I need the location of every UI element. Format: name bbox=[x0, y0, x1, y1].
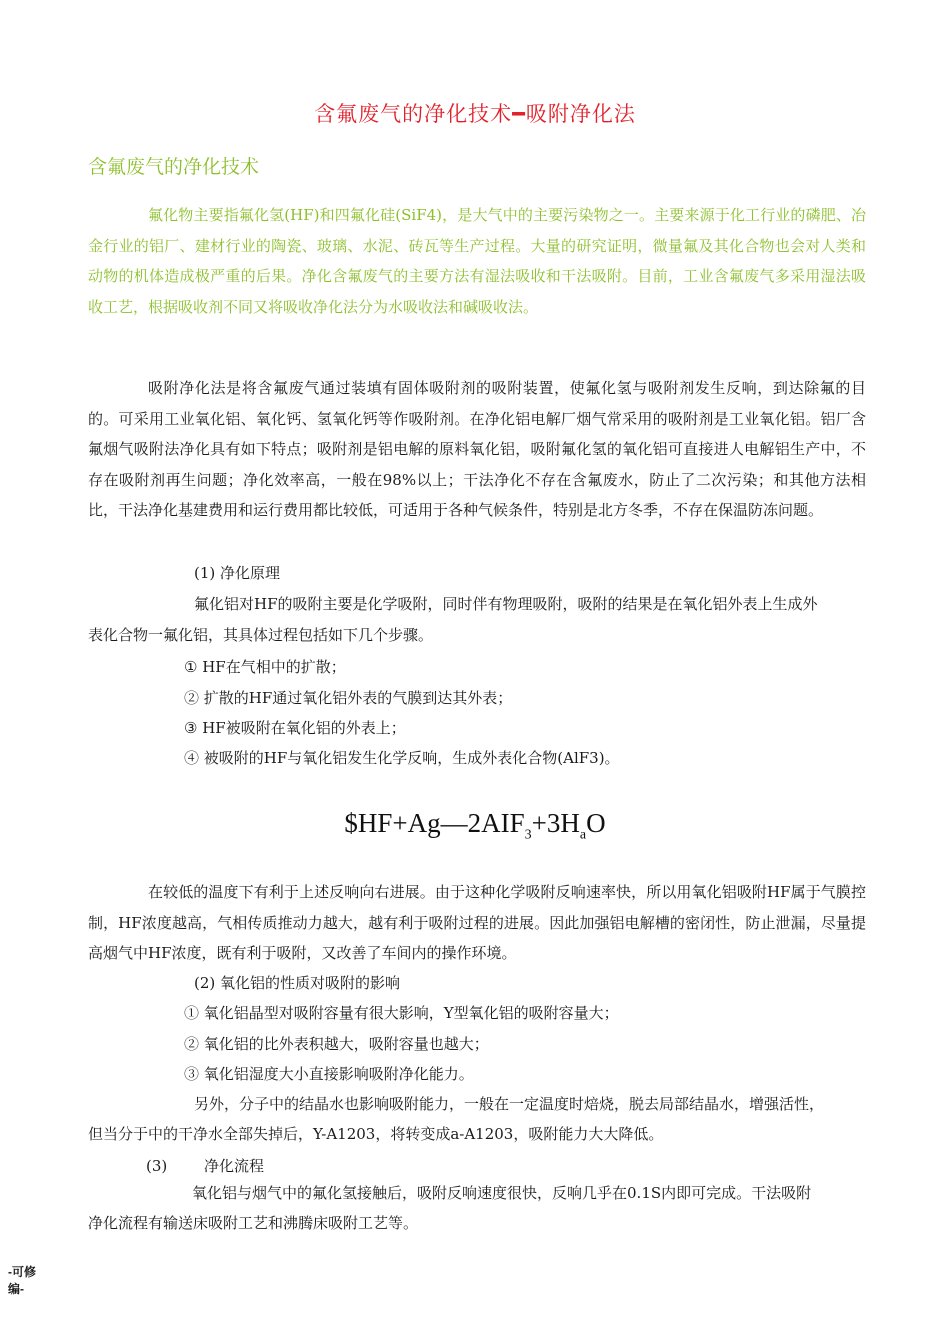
section1-paragraph-line2: 表化合物一氟化铝，其具体过程包括如下几个步骤。 bbox=[88, 626, 434, 644]
property-item: ③ 氧化铝湿度大小直接影响吸附净化能力。 bbox=[184, 1065, 474, 1083]
section3-title: 净化流程 bbox=[204, 1157, 265, 1175]
formula-subscript: 3 bbox=[524, 827, 532, 843]
section1-heading: (1) 净化原理 bbox=[194, 564, 281, 582]
property-item: ② 氧化铝的比外表积越大，吸附容量也越大； bbox=[184, 1035, 489, 1053]
section2-heading: (2) 氧化铝的性质对吸附的影响 bbox=[194, 974, 401, 992]
property-item: ① 氧化铝晶型对吸附容量有很大影响，Y型氧化铝的吸附容量大； bbox=[184, 1004, 619, 1022]
step-item: ① HF在气相中的扩散； bbox=[184, 658, 346, 676]
formula-part: +3H bbox=[531, 808, 580, 838]
crystal-paragraph-line1: 另外，分子中的结晶水也影响吸附能力，一般在一定温度时焙烧，脱去局部结晶水，增强活性， bbox=[194, 1095, 825, 1113]
step-item: ④ 被吸附的HF与氧化铝发生化学反响，生成外表化合物(AlF3)。 bbox=[184, 749, 620, 767]
flow-paragraph-line1: 氧化铝与烟气中的氟化氢接触后，吸附反响速度很快，反响几乎在0.1S内即可完成。干法吸附 bbox=[192, 1184, 812, 1202]
document-title: 含氟废气的净化技术━吸附净化法 bbox=[314, 102, 636, 126]
footer-note: -可修编- bbox=[8, 1265, 36, 1296]
step-item: ③ HF被吸附在氧化铝的外表上； bbox=[184, 719, 406, 737]
step-item: ② 扩散的HF通过氧化铝外表的气膜到达其外表； bbox=[184, 689, 513, 707]
formula-part: $HF+Ag—2AIF bbox=[344, 808, 525, 838]
flow-paragraph-line2: 净化流程有输送床吸附工艺和沸腾床吸附工艺等。 bbox=[88, 1214, 419, 1232]
crystal-paragraph-line2: 但当分于中的干净水全部失掉后，Y-A1203，将转变成a-A1203，吸附能力大大降低。 bbox=[88, 1125, 664, 1143]
intro-paragraph: 氟化物主要指氟化氢(HF)和四氟化硅(SiF4)，是大气中的主要污染物之一。主要来源于化工行业的磷肥、冶金行业的铝厂、建材行业的陶瓷、玻璃、水泥、砖瓦等生产过程。大量的研究证明，微量氟及其化合物也会对人类和动物的机体造成极严重的后果。净化含氟废气的主要方法有湿法吸收和干法吸附。目前，工业含氟废气多采用湿法吸收工艺，根据吸收剂不同又将吸收净化法分为水吸收法和碱吸收法。 bbox=[88, 206, 866, 316]
section-subtitle: 含氟废气的净化技术 bbox=[88, 156, 260, 178]
adsorption-paragraph: 吸附净化法是将含氟废气通过装填有固体吸附剂的吸附装置，使氟化氢与吸附剂发生反响，到达除氟的目的。可采用工业氧化铝、氧化钙、氢氧化钙等作吸附剂。在净化铝电解厂烟气常采用的吸附剂是工业氧化铝。铝厂含氟烟气吸附法净化具有如下特点；吸附剂是铝电解的原料氧化铝，吸附氟化氢的氧化铝可直接进人电解铝生产中，不存在吸附剂再生问题；净化效率高，一般在98%以上；干法净化不存在含氟废水，防止了二次污染；和其他方法相比，干法净化基建费用和运行费用都比较低，可适用于各种气候条件，特别是北方冬季，不存在保温防冻问题。 bbox=[88, 379, 866, 519]
section3-number: (3) bbox=[146, 1157, 168, 1175]
formula-subscript: a bbox=[579, 827, 587, 843]
reaction-formula bbox=[0, 808, 950, 843]
reaction-paragraph: 在较低的温度下有利于上述反响向右进展。由于这种化学吸附反响速率快，所以用氧化铝吸附HF属于气膜控制，HF浓度越高，气相传质推动力越大，越有利于吸附过程的进展。因此加强铝电解槽的密闭性，防止泄漏，尽量提高烟气中HF浓度，既有利于吸附，又改善了车间内的操作环境。 bbox=[88, 883, 866, 962]
section1-paragraph-line1: 氟化铝对HF的吸附主要是化学吸附，同时伴有物理吸附，吸附的结果是在氧化铝外表上生成外 bbox=[194, 595, 818, 613]
formula-part: O bbox=[586, 808, 606, 838]
